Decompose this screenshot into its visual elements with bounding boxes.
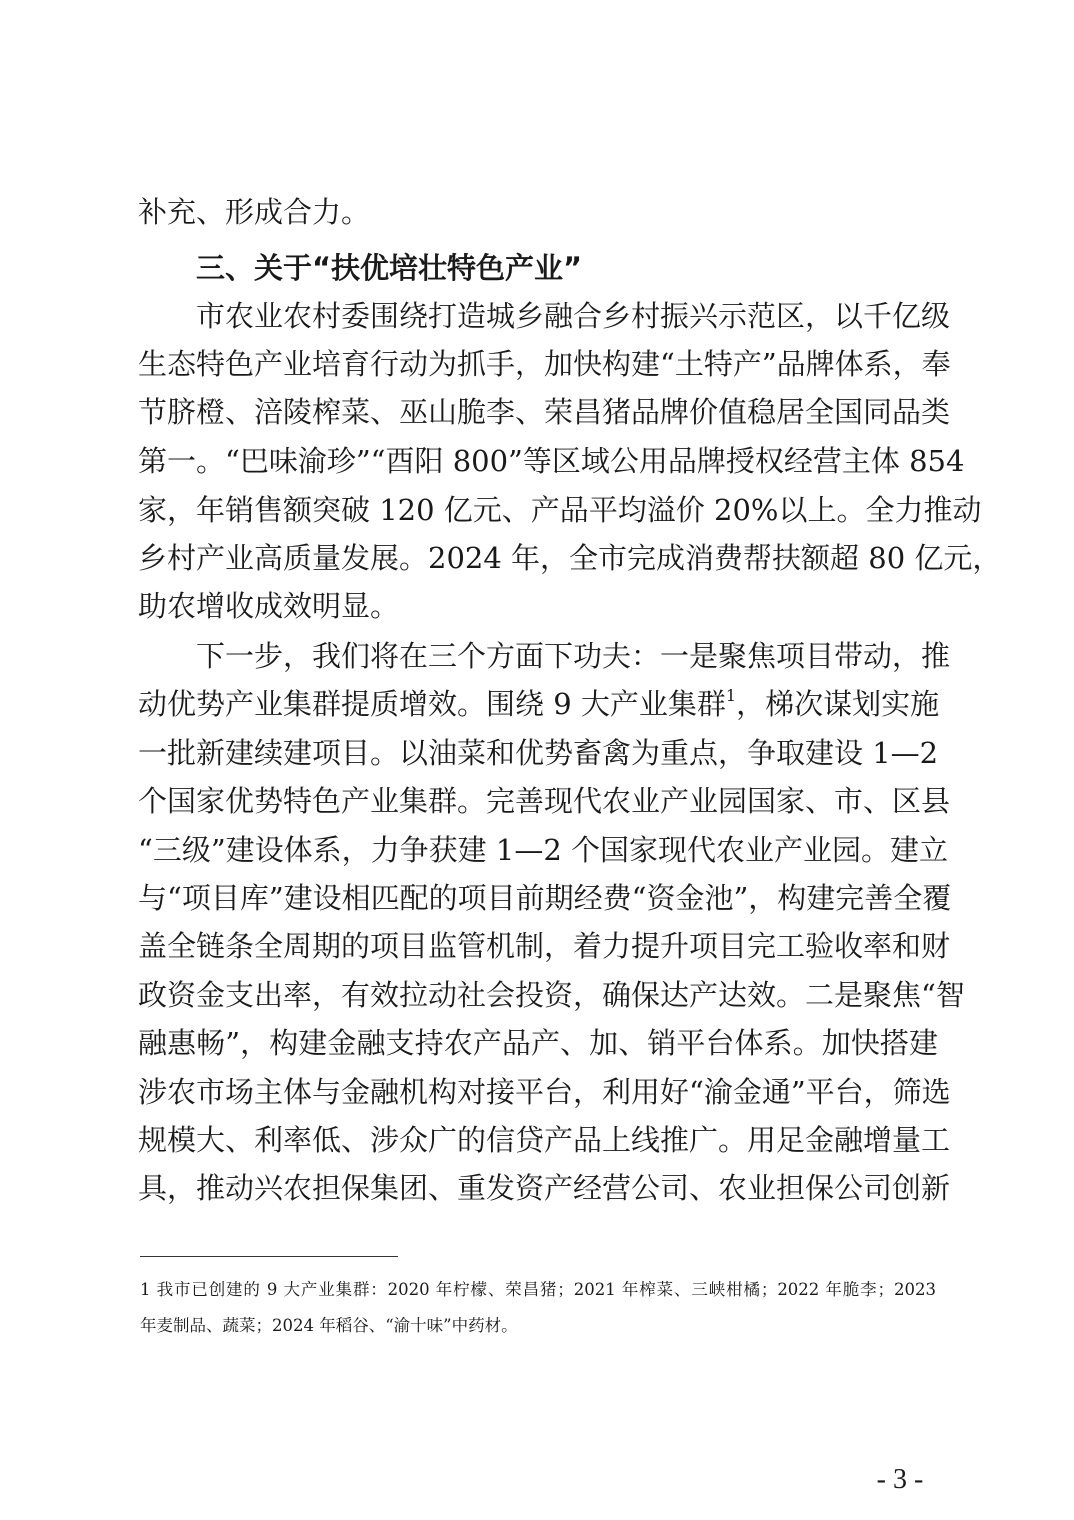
paragraph-line: 融惠畅”，构建金融支持农产品产、加、销平台体系。加快搭建 [138, 1026, 938, 1060]
paragraph-line: 规模大、利率低、涉众广的信贷产品上线推广。用足金融增量工 [138, 1123, 951, 1157]
paragraph-line: 家，年销售额突破 120 亿元、产品平均溢价 20%以上。全力推动 [138, 493, 982, 527]
paragraph-line: 补充、形成合力。 [138, 195, 371, 229]
paragraph-line: 第一。“巴味渝珍”“酉阳 800”等区域公用品牌授权经营主体 854 [138, 444, 965, 478]
footnote-divider [140, 1256, 398, 1257]
paragraph-line: 一批新建续建项目。以油菜和优势畜禽为重点，争取建设 1—2 [138, 736, 939, 770]
paragraph-line [138, 684, 938, 724]
paragraph-line: 政资金支出率，有效拉动社会投资，确保达产达效。二是聚焦“智 [138, 978, 965, 1012]
paragraph-line: 与“项目库”建设相匹配的项目前期经费“资金池”，构建完善全覆 [138, 881, 952, 915]
paragraph-line: 盖全链条全周期的项目监管机制，着力提升项目完工验收率和财 [138, 929, 951, 963]
paragraph-text: 动优势产业集群提质增效。围绕 9 大产业集群 [138, 687, 726, 721]
paragraph-line: 市农业农村委围绕打造城乡融合乡村振兴示范区，以千亿级 [196, 299, 951, 333]
paragraph-line: “三级”建设体系，力争获建 1—2 个国家现代农业产业园。建立 [138, 833, 948, 867]
paragraph-line: 节脐橙、涪陵榨菜、巫山脆李、荣昌猪品牌价值稳居全国同品类 [138, 395, 951, 429]
page-number: - 3 - [876, 1464, 924, 1495]
footnote-line: 年麦制品、蔬菜；2024 年稻谷、“渝十味”中药材。 [140, 1316, 518, 1335]
paragraph-line: 个国家优势特色产业集群。完善现代农业产业园国家、市、区县 [138, 784, 951, 818]
paragraph-line: 助农增收成效明显。 [138, 589, 400, 623]
paragraph-line: 涉农市场主体与金融机构对接平台，利用好“渝金通”平台，筛选 [138, 1075, 951, 1109]
paragraph-line: 乡村产业高质量发展。2024 年，全市完成消费帮扶额超 80 亿元， [138, 541, 1002, 575]
paragraph-line: 下一步，我们将在三个方面下功夫：一是聚焦项目带动，推 [196, 639, 951, 673]
paragraph-line: 具，推动兴农担保集团、重发资产经营公司、农业担保公司创新 [138, 1171, 951, 1205]
footnote-reference: 1 [725, 686, 737, 706]
paragraph-text: ，梯次谋划实施 [736, 687, 940, 721]
footnote-line: 1 我市已创建的 9 大产业集群：2020 年柠檬、荣昌猪；2021 年榨菜、三峡柑橘；2022 年脆李；2023 [140, 1280, 936, 1299]
paragraph-line: 生态特色产业培育行动为抓手，加快构建“土特产”品牌体系，奉 [138, 347, 951, 381]
section-heading: 三、关于“扶优培壮特色产业” [196, 251, 583, 285]
